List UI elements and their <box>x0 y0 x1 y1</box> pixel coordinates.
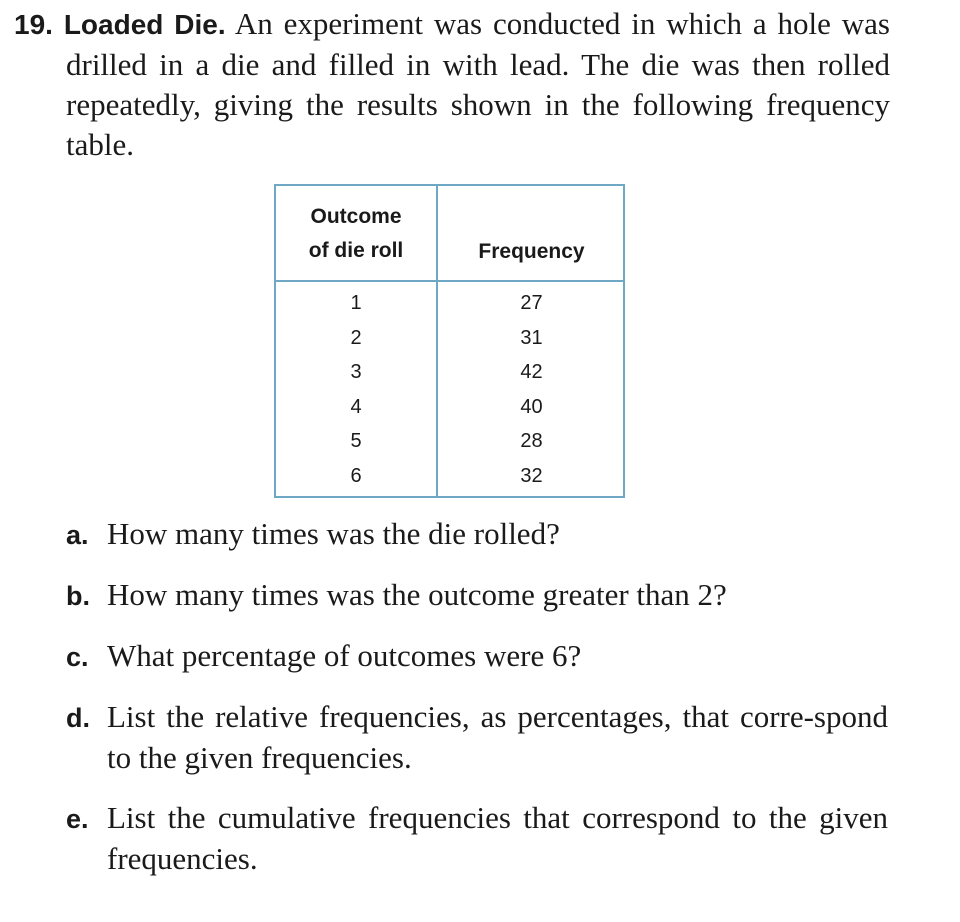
question-text: List the relative frequencies, as percentages, that corre-spond to the given frequencies. <box>107 699 888 775</box>
question-d <box>66 697 888 778</box>
outcome-cell: 6 <box>350 464 362 487</box>
frequency-table <box>274 184 625 498</box>
question-letter: d. <box>66 703 90 733</box>
header-frequency: Frequency <box>478 240 585 263</box>
frequency-cell: 31 <box>520 326 543 349</box>
frequency-cell: 40 <box>520 395 543 418</box>
header-outcome-line1: Outcome <box>310 205 402 228</box>
problem-intro <box>14 4 890 165</box>
table-row <box>276 355 623 390</box>
header-divider <box>276 280 623 282</box>
question-letter: e. <box>66 804 89 834</box>
question-letter: a. <box>66 520 89 550</box>
question-letter: c. <box>66 642 89 672</box>
header-outcome <box>276 200 436 268</box>
frequency-cell: 42 <box>520 361 543 383</box>
problem-title: Loaded Die. <box>63 9 226 40</box>
table-body <box>276 286 623 493</box>
question-list <box>66 514 888 879</box>
outcome-cell: 5 <box>350 430 362 452</box>
frequency-cell: 28 <box>520 430 543 452</box>
table-row <box>276 321 623 356</box>
outcome-cell: 4 <box>350 395 362 418</box>
problem-19 <box>14 4 890 165</box>
question-text: List the cumulative frequencies that correspond to the given frequencies. <box>107 800 888 876</box>
question-text: What percentage of outcomes were 6? <box>107 638 582 673</box>
outcome-cell: 3 <box>350 361 362 383</box>
table-row <box>276 459 623 494</box>
question-b <box>66 575 888 616</box>
problem-intro-text: An experiment was conducted in which a hole was drilled in a die and filled in with lead. The die was then rolled repeatedly, giving the results shown in the following frequency table. <box>66 6 890 162</box>
outcome-cell: 2 <box>350 326 362 349</box>
table-row <box>276 286 623 321</box>
question-a <box>66 514 888 555</box>
frequency-cell: 27 <box>520 292 543 314</box>
outcome-cell: 1 <box>350 292 362 314</box>
question-text: How many times was the outcome greater than 2? <box>107 577 727 612</box>
problem-number: 19. <box>14 9 53 40</box>
frequency-cell: 32 <box>520 464 543 487</box>
question-letter: b. <box>66 581 90 611</box>
table-row <box>276 424 623 459</box>
header-outcome-line2: of die roll <box>308 239 404 262</box>
question-c <box>66 636 888 677</box>
question-e <box>66 798 888 879</box>
table-row <box>276 390 623 425</box>
question-text: How many times was the die rolled? <box>107 516 560 551</box>
